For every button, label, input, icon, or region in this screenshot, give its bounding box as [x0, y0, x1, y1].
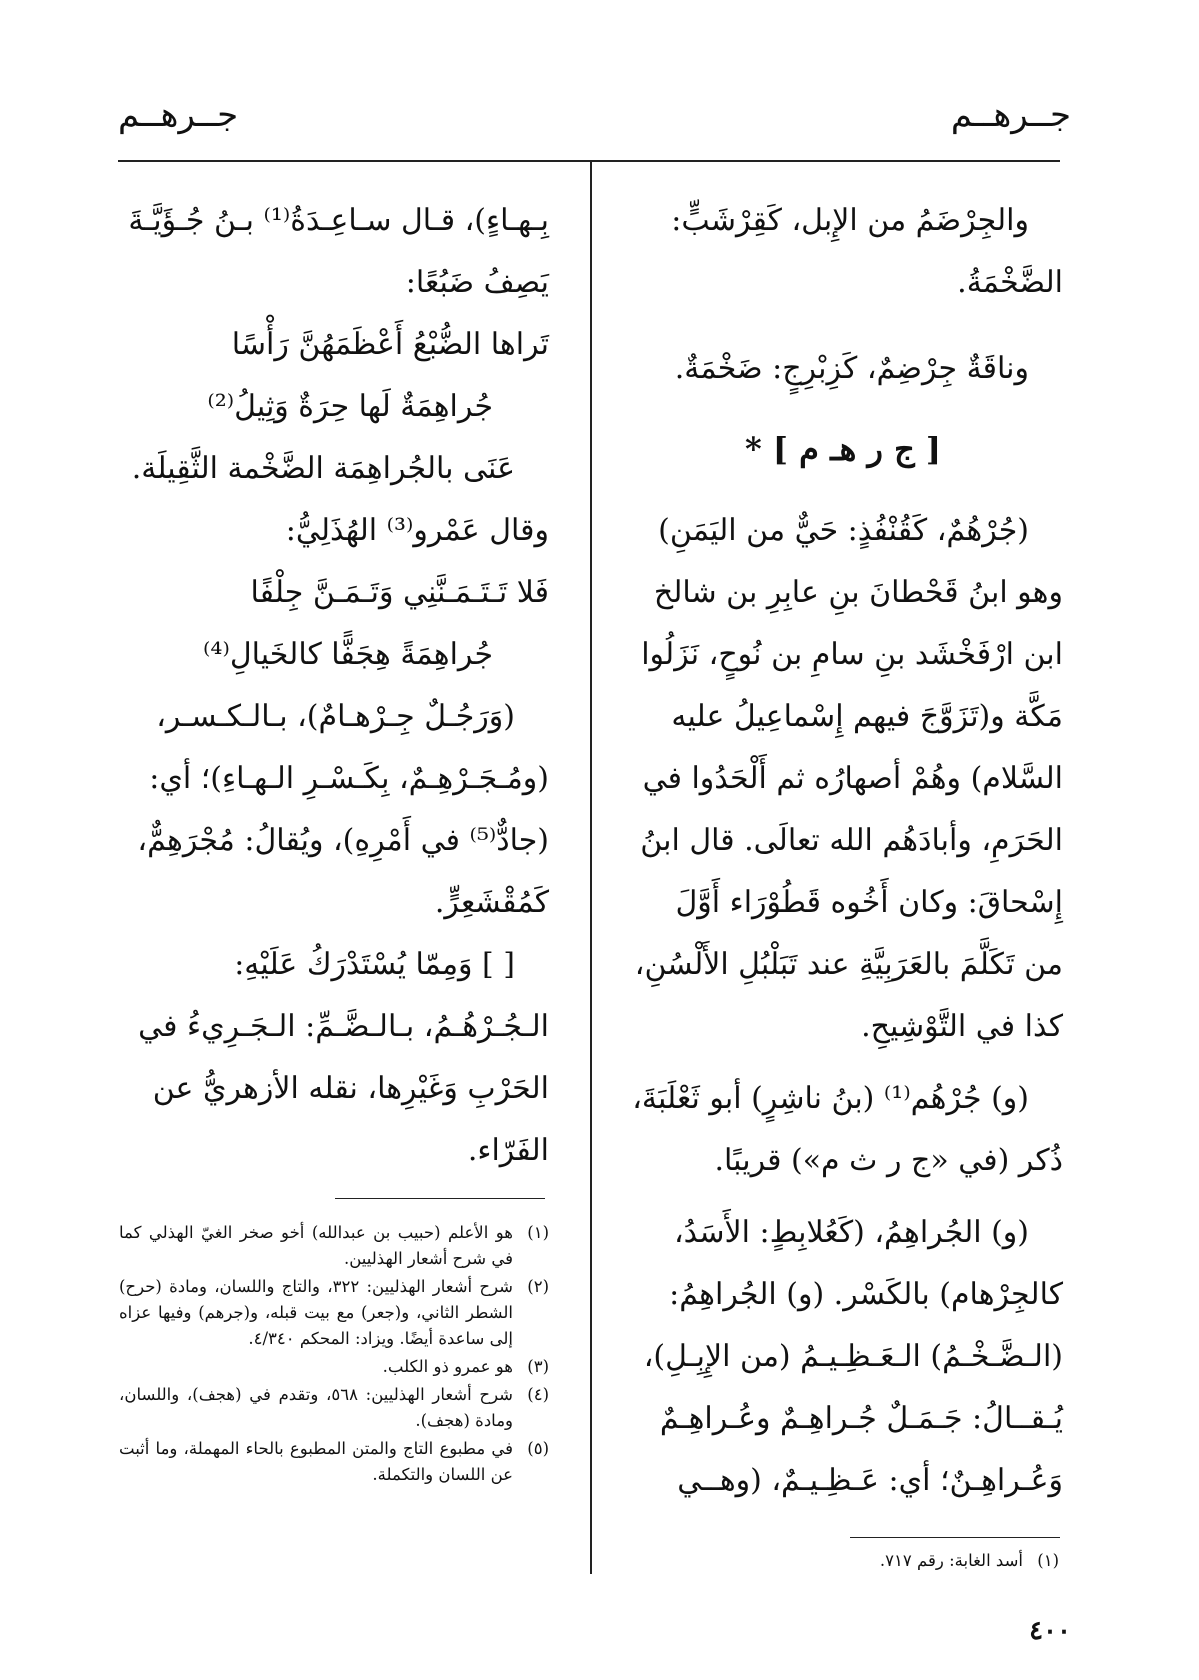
footnote-number: (١): [527, 1223, 549, 1242]
left-column: [119, 190, 549, 1182]
entry-heading: [ ج ر هـ م ] *: [744, 430, 942, 468]
paragraph-line: الحَرْبِ وَغَيْرِها، نقله الأزهريُّ عن: [152, 1071, 549, 1106]
footnotes-left: [119, 1220, 549, 1490]
footnote-number: (٥): [527, 1439, 549, 1458]
verse-hemistich: فَلا تَـتَـمَـنَّنِي وَتَـمَـنَّ جِلْفًا: [250, 575, 549, 610]
column-divider: [590, 162, 592, 1574]
paragraph-line: وَعُـراهِـنٌ؛ أي: عَـظِـيـمٌ، (وهــي: [677, 1463, 1063, 1498]
footnote: [119, 1220, 549, 1272]
paragraph-line: (جُرْهُمٌ، كَقُنْفُذٍ: حَيٌّ من اليَمَنِ): [658, 513, 1029, 548]
paragraph-line: (و) جُرْهُم⁽¹⁾ (بنُ ناشِرٍ) أبو ثَعْلَبَةَ،: [632, 1081, 1029, 1116]
paragraph-line: والجِرْضَمُ من الإِبل، كَقِرْشَبٍّ:: [671, 203, 1029, 238]
paragraph-line: الفَرّاء.: [467, 1133, 549, 1168]
paragraph-line: (وَرَجُـلٌ جِـرْهـامٌ)، بـالـكـسـر،: [156, 699, 515, 734]
paragraph-line: (الـضَّـخْـمُ) الـعَـظِـيـمُ (من الإِبِـلِ)،: [643, 1339, 1063, 1374]
footnote-number: (٢): [527, 1277, 549, 1296]
paragraph-line: وهو ابنُ قَحْطانَ بنِ عابِرِ بن شالخ: [653, 575, 1063, 610]
addendum-heading: [ ] وَمِمّا يُسْتَدْرَكُ عَلَيْهِ:: [234, 947, 515, 982]
verse-hemistich: جُراهِمَةً هِجَفًّا كالخَيالِ⁽⁴⁾: [203, 637, 493, 672]
footnote-number: (٤): [527, 1385, 549, 1404]
paragraph-line: بِـهـاءٍ)، قـال سـاعِـدَةُ⁽¹⁾ بـنُ جُـؤَيَّـةَ: [128, 203, 549, 238]
header-rule: [118, 160, 1060, 162]
footnote-number: (٣): [527, 1357, 549, 1376]
paragraph-line: يُـقــالُ: جَـمَـلٌ جُـراهِـمٌ وعُـراهِـمٌ: [659, 1401, 1063, 1436]
paragraph-line: الحَرَمِ، وأبادَهُم الله تعالَى. قال ابنُ: [640, 823, 1063, 858]
footnotes-right: [629, 1548, 1059, 1576]
paragraph-line: إِسْحاقَ: وكان أَخُوه قَطُوْرَاء أَوَّلَ: [675, 885, 1063, 920]
paragraph-line: وناقَةٌ جِرْضِمٌ، كَزِبْرِجٍ: ضَخْمَةٌ.: [674, 351, 1029, 386]
footnote: [119, 1274, 549, 1352]
header-left-word: جــرهــم: [118, 95, 239, 135]
footnote-text: شرح أشعار الهذليين: ٣٢٢، والتاج واللسان، ومادة (حرح) الشطر الثاني، و(جعر) مع بيت قبله، و(جرهم) وفيها عزاه إلى ساعدة أيضًا. ويزاد: المحكم ٤/٣٤٠.: [119, 1277, 513, 1348]
paragraph-line: كَمُقْشَعِرٍّ.: [434, 885, 549, 920]
paragraph-line: الـجُـرْهُـمُ، بـالـضَّـمِّ: الـجَـرِيءُ في: [138, 1009, 549, 1044]
paragraph-line: السَّلام) وهُمْ أصهارُه ثم أَلْحَدُوا في: [642, 761, 1063, 796]
footnote-text: هو الأعلم (حبيب بن عبدالله) أخو صخر الغيّ الهذلي كما في شرح أشعار الهذليين.: [119, 1223, 513, 1268]
footnote-number: (١): [1037, 1551, 1059, 1570]
paragraph-line: (جادٌّ⁽⁵⁾ في أَمْرِهِ)، ويُقالُ: مُجْرَهِمٌّ،: [137, 823, 549, 858]
paragraph-line: (ومُـجَـرْهِـمٌ، بِكَـسْـرِ الـهـاءِ)؛ أي:: [149, 761, 549, 796]
header-right-word: جــرهــم: [950, 95, 1071, 135]
paragraph-line: (و) الجُراهِمُ، (كَعُلابِطٍ: الأَسَدُ،: [673, 1215, 1029, 1250]
paragraph-line: ابن ارْفَخْشَد بنِ سامِ بن نُوحٍ، نَزَلُوا: [641, 637, 1063, 672]
right-column: [623, 190, 1063, 1512]
verse-hemistich: جُراهِمَةٌ لَها حِرَةٌ وَثِيلُ⁽²⁾: [207, 389, 493, 424]
footnote-rule: [335, 1198, 545, 1199]
footnote-text: هو عمرو ذو الكلب.: [382, 1357, 513, 1376]
verse-hemistich: تَراها الضُّبْعُ أَعْظَمَهُنَّ رَأْسًا: [231, 327, 549, 362]
footnote-text: أسد الغابة: رقم ٧١٧.: [879, 1551, 1023, 1570]
paragraph-line: كالجِرْهام) بالكَسْر. (و) الجُراهِمُ:: [669, 1277, 1063, 1312]
paragraph-line: ذُكر (في «ج ر ث م») قريبًا.: [714, 1143, 1063, 1178]
footnote: [119, 1436, 549, 1488]
paragraph-line: الضَّخْمَةُ.: [957, 265, 1063, 300]
paragraph-line: من تَكَلَّمَ بالعَرَبِيَّةِ عند تَبَلْبُلِ الأَلْسُنِ،: [634, 947, 1063, 982]
footnote-text: شرح أشعار الهذليين: ٥٦٨، وتقدم في (هجف)، واللسان، ومادة (هجف).: [119, 1385, 513, 1430]
footnote-rule: [850, 1537, 1060, 1538]
footnote-text: في مطبوع التاج والمتن المطبوع بالحاء المهملة، وما أثبت عن اللسان والتكملة.: [119, 1439, 513, 1484]
page-number: ٤٠٠: [1029, 1616, 1071, 1646]
paragraph-line: وقال عَمْرو⁽³⁾ الهُذَلِيُّ:: [285, 513, 549, 548]
footnote: [119, 1354, 549, 1380]
paragraph-line: يَصِفُ ضَبُعًا:: [405, 265, 549, 300]
paragraph-line: مَكَّة و(تَزَوَّجَ فيهم إِسْماعِيلُ عليه: [671, 699, 1063, 734]
footnote: [119, 1382, 549, 1434]
footnote: [629, 1548, 1059, 1574]
paragraph-line: كذا في التَّوْشِيحِ.: [861, 1009, 1063, 1044]
paragraph-line: عَنَى بالجُراهِمَة الضَّخْمة الثَّقِيلَة.: [131, 451, 515, 486]
